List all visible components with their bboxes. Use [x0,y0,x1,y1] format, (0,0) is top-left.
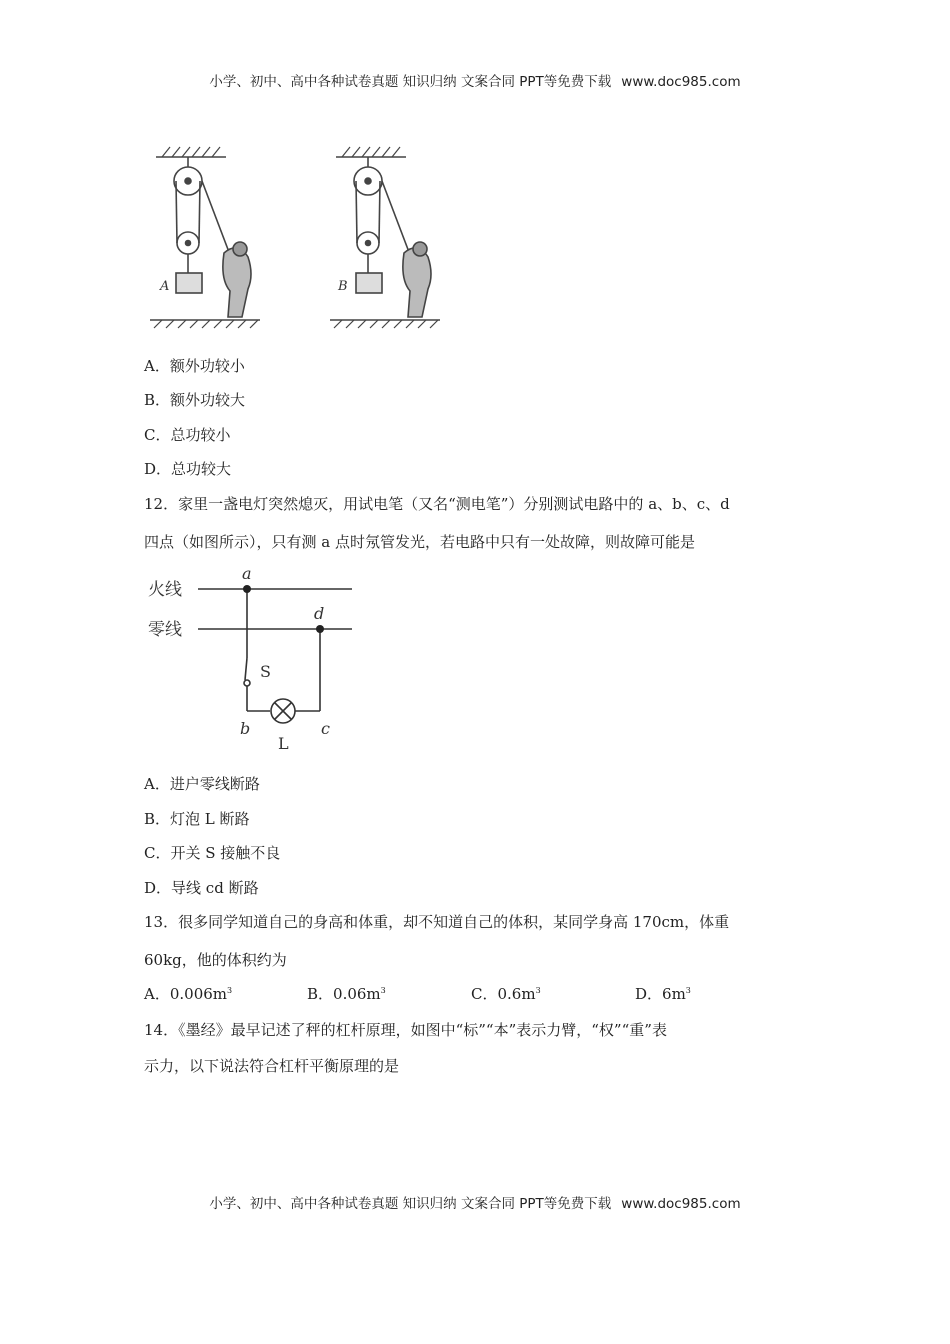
page-footer [0,1192,950,1212]
q13-stem-line1: 13．很多同学知道自己的身高和体重，却不知道自己的体积，某同学身高 170cm，体重 [144,913,730,931]
q13-option-d: D．$6m^3$ [635,985,691,1003]
q13-option-c: C．$0.6m^3$ [471,985,541,1003]
neutral-label: 零线 [148,620,182,640]
footer-text: 小学、初中、高中各种试卷真题 知识归纳 文案合同 PPT等免费下载 [209,1196,612,1212]
footer-url[interactable]: www.doc985.com [621,1196,741,1212]
q12-option-d: D．导线 cd 断路 [144,879,259,897]
q13-option-a: A．$0.006m^3$ [144,985,233,1003]
lamp-label: L [278,734,289,753]
pulley-system-b [330,147,440,328]
label-a: A [160,279,170,294]
switch-s [245,658,247,680]
point-c-label: c [321,719,330,738]
point-d-label: d [314,604,325,623]
point-b-label: b [240,719,251,738]
q11-option-b: B．额外功较大 [144,391,246,409]
q12-option-b: B．灯泡 L 断路 [144,810,250,828]
switch-label: S [260,662,271,681]
page-header [0,70,950,90]
q14-stem-line1: 14．《墨经》最早记述了秤的杠杆原理，如图中“标”“本”表示力臂，“权”“重”表 [144,1021,667,1039]
q12-stem-line2: 四点（如图所示），只有测 a 点时氖管发光，若电路中只有一处故障，则故障可能是 [144,533,695,551]
circuit-diagram [140,562,370,757]
label-b: B [338,279,348,294]
q12-option-c: C．开关 S 接触不良 [144,844,281,862]
q13-option-b: B．$0.06m^3$ [307,985,386,1003]
q14-stem-line2: 示力，以下说法符合杠杆平衡原理的是 [144,1057,400,1075]
point-a-label: a [242,564,252,583]
live-label: 火线 [148,580,182,600]
q11-option-d: D．总功较大 [144,460,232,478]
pulley-system-a [150,147,260,328]
header-url[interactable]: www.doc985.com [621,74,741,90]
q13-stem-line2: 60kg，他的体积约为 [144,951,287,969]
pulley-figure [140,145,440,330]
header-text: 小学、初中、高中各种试卷真题 知识归纳 文案合同 PPT等免费下载 [209,74,612,90]
q11-option-c: C．总功较小 [144,426,231,444]
q12-option-a: A．进户零线断路 [144,775,260,793]
q12-stem-line1: 12．家里一盏电灯突然熄灭，用试电笔（又名“测电笔”）分别测试电路中的 a、b、c、d [144,495,730,513]
q11-option-a: A．额外功较小 [144,357,245,375]
